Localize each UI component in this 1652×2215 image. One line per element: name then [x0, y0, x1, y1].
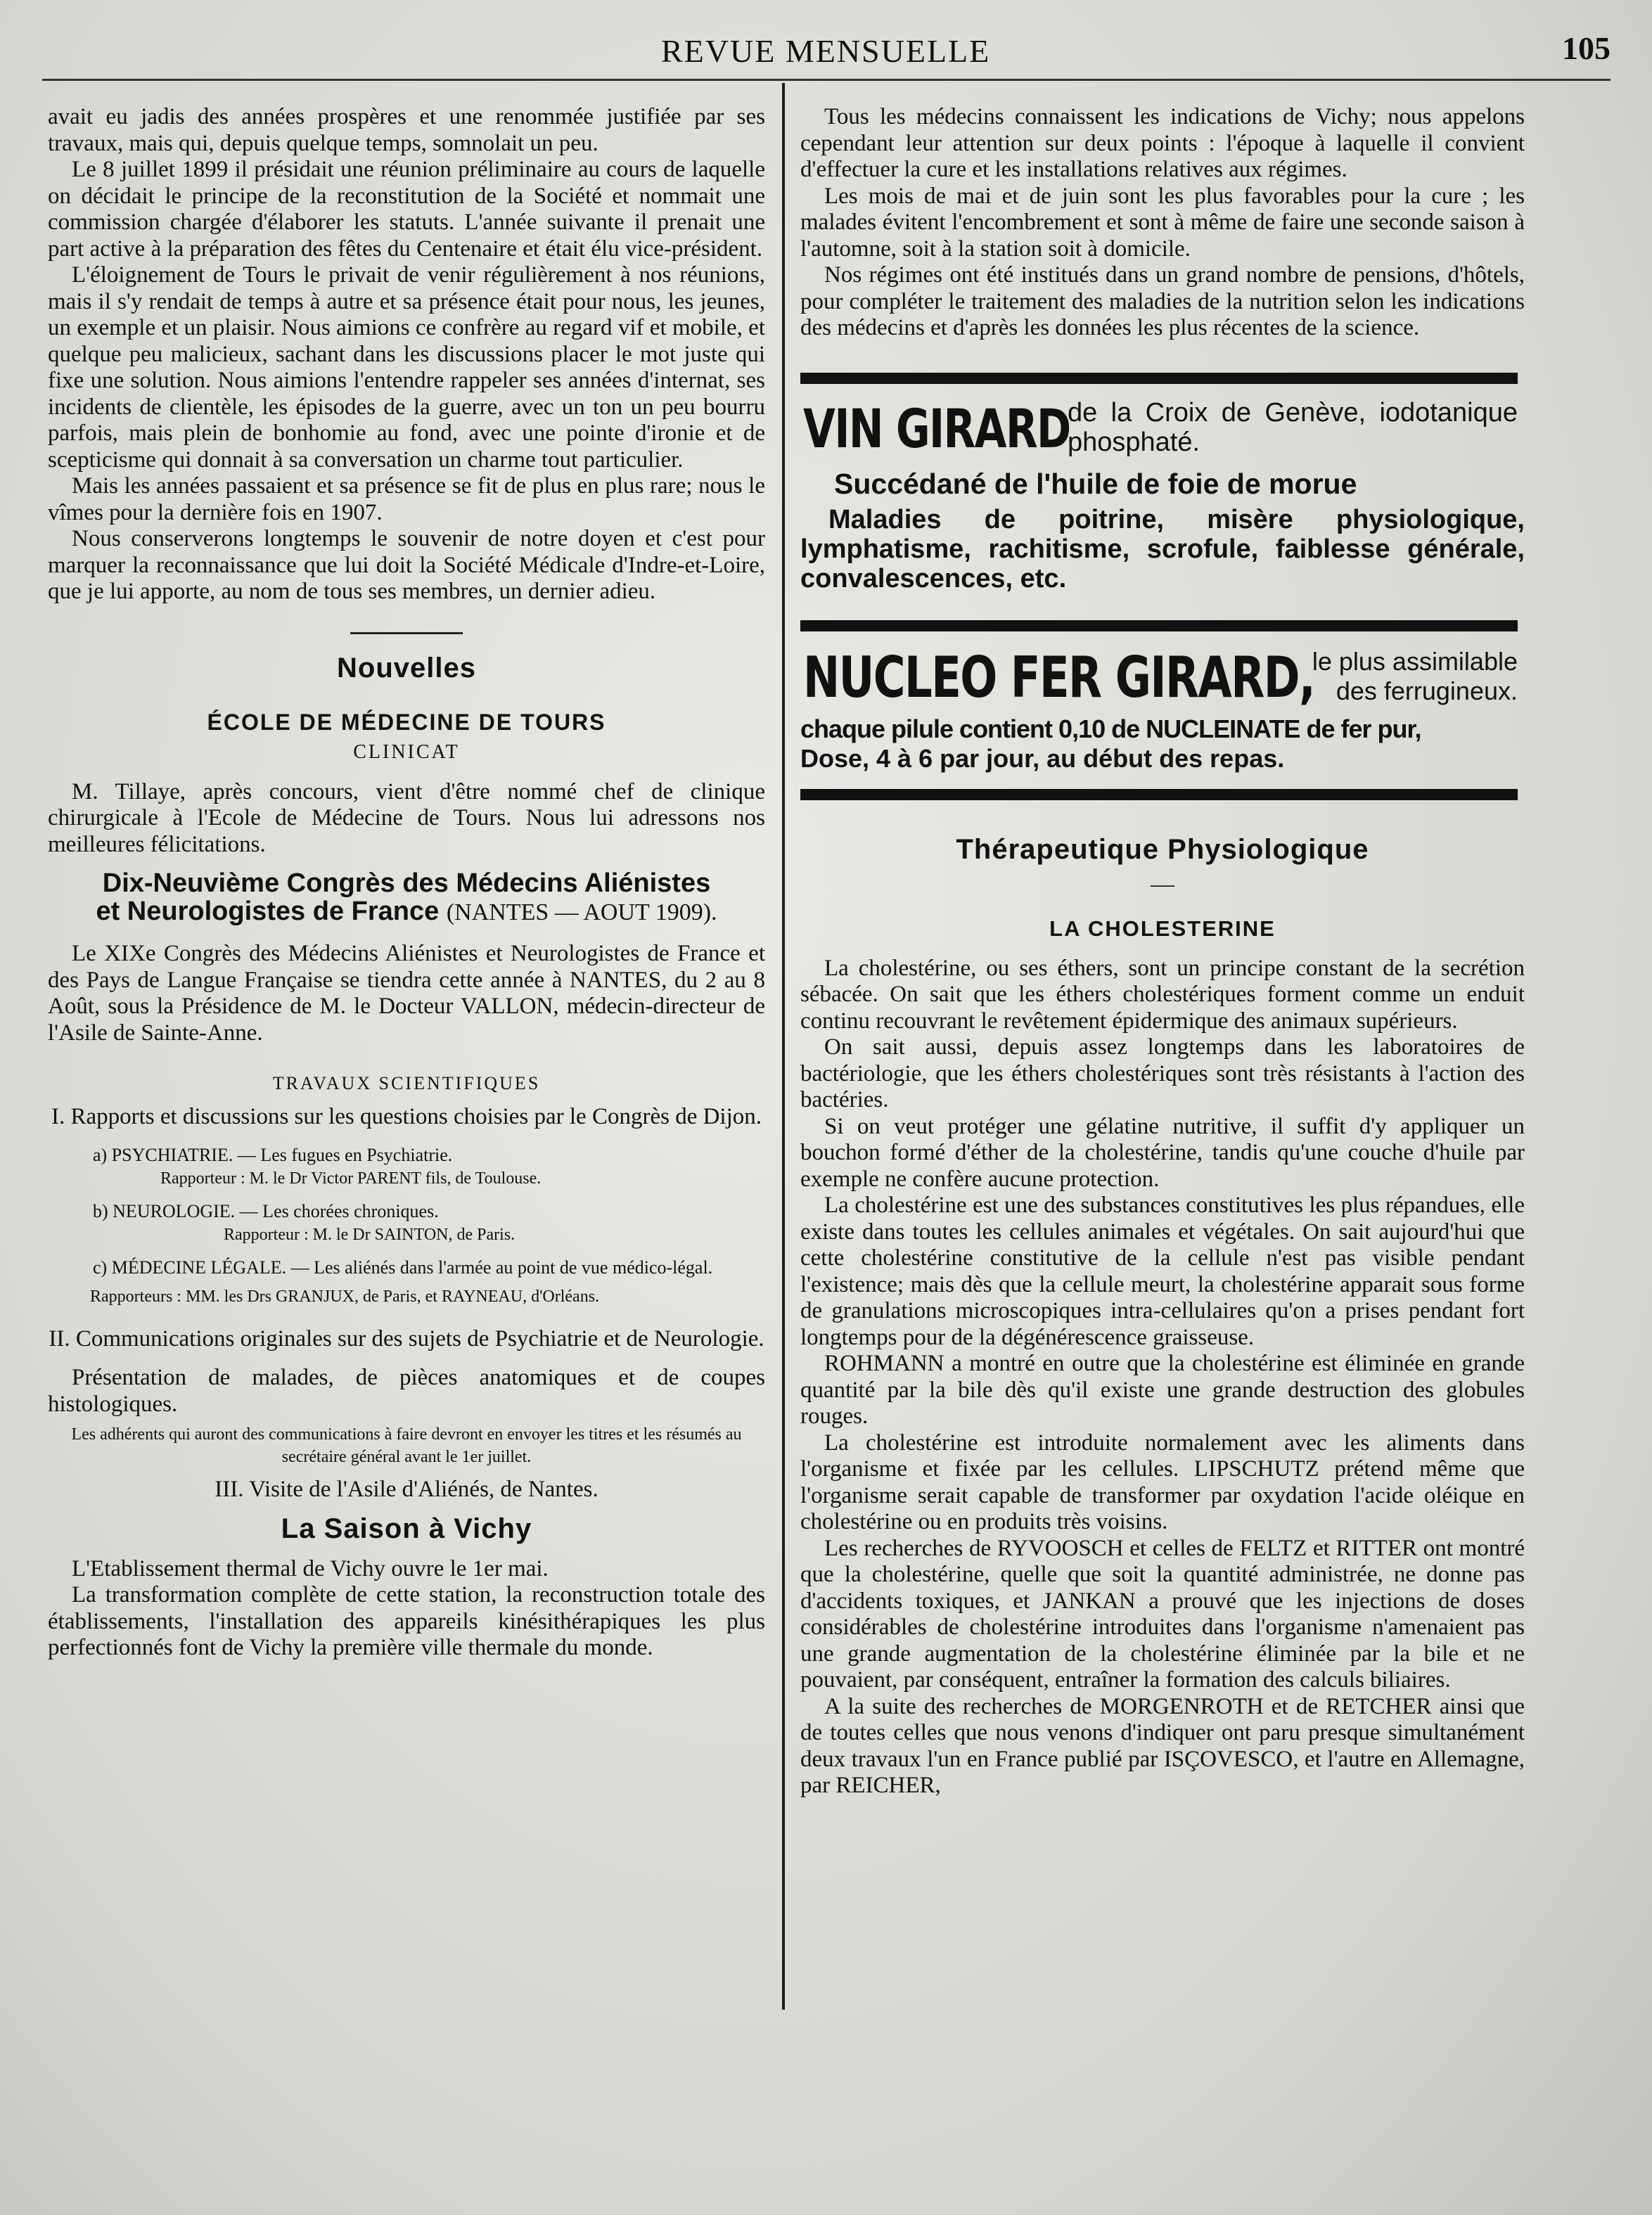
program-item: I. Rapports et discussions sur les questions choisies par le Congrès de Dijon. — [51, 1104, 762, 1129]
program-paragraph: Présentation de malades, de pièces anatomiques et de coupes histologiques. — [48, 1365, 765, 1417]
cholesterine-paragraph: La cholestérine, ou ses éthers, sont un principe constant de la secrétion sébacée. On sait que les éthers cholestériques forment comme un enduit continu recouvrant le revêtement épidermique des animaux supérieurs. — [800, 955, 1525, 1034]
column-divider — [782, 83, 785, 2010]
heading-dash: — — [1151, 871, 1174, 897]
header-rule — [42, 79, 1611, 81]
vichy-paragraph: L'Etablissement thermal de Vichy ouvre le 1er mai. — [72, 1555, 549, 1581]
nucleo-fer-brand: NUCLEO FER GIRARD, — [803, 644, 1315, 710]
program-subitem: c) MÉDECINE LÉGALE. — Les aliénés dans l'armée au point de vue médico-légal. — [93, 1257, 713, 1278]
obituary-paragraph: Nous conserverons longtemps le souvenir de notre doyen et c'est pour marquer la reconnaissance que lui doit la Société Médicale d'Indre-et-Loire, que je lui apporte, au nom de tous ses membres, un dernier adieu. — [48, 526, 765, 604]
nucleo-fer-tagline: le plus assimilable des ferrugineux. — [1312, 646, 1518, 705]
cholesterine-paragraph: Si on veut protéger une gélatine nutritive, il suffit d'y appliquer un bouchon formé d'éther de la cholestérine, tandis qu'une couche d'huile par exemple ne confère aucune protection. — [800, 1113, 1525, 1192]
clinicat-paragraph: M. Tillaye, après concours, vient d'être nommé chef de clinique chirurgicale à l'Ecole de Médecine de Tours. Nous lui adressons nos meilleures félicitations. — [48, 778, 765, 857]
program-subitem: b) NEUROLOGIE. — Les chorées chroniques. — [93, 1200, 439, 1221]
congress-heading-line-2: et Neurologistes de France — [96, 897, 440, 926]
congress-heading — [48, 869, 765, 927]
obituary-paragraph: L'éloignement de Tours le privait de venir régulièrement à nos réunions, mais il s'y rendait de temps à autre et sa présence était pour nous, les jeunes, un exemple et un plaisir. Nous aimions ce confrère au regard vif et mobile, et quelque peu malicieux, sachant dans les discussions placer le mot juste qui fixe une solution. Nous aimions l'entendre rappeler ses années d'internat, ses incidents de clientèle, les épisodes de la guerre, avec un ton un peu bourru parfois, mais plein de bonhomie au fond, avec une pointe d'ironie et de scepticisme qui donnait à sa conversation un charme tout particulier. — [48, 262, 765, 473]
nucleo-fer-ad-header — [800, 644, 1525, 714]
vichy-heading: La Saison à Vichy — [281, 1513, 532, 1544]
rapporteur-line: Rapporteur : M. le Dr SAINTON, de Paris. — [224, 1225, 516, 1244]
vin-girard-brand: VIN GIRARD — [803, 397, 1070, 460]
cholesterine-paragraph: A la suite des recherches de MORGENROTH et de RETCHER ainsi que de toutes celles que nous venons d'indiquer ont paru presque simultanément deux travaux l'un en France publié par ISÇOVESCO, et l'autre en Allemagne, par REICHER, — [800, 1693, 1525, 1798]
left-column — [48, 104, 765, 1662]
vin-girard-tagline: de la Croix de Genève, iodotanique phosphaté. — [1068, 397, 1518, 457]
page-number: 105 — [1562, 30, 1611, 66]
congress-heading-line: Dix-Neuvième Congrès des Médecins Aliénistes — [102, 868, 711, 898]
travaux-heading: TRAVAUX SCIENTIFIQUES — [272, 1073, 541, 1093]
nouvelles-heading: Nouvelles — [337, 652, 476, 683]
rapporteur-line: Rapporteurs : MM. les Drs GRANJUX, de Paris, et RAYNEAU, d'Orléans. — [90, 1287, 600, 1306]
clinicat-subheading: CLINICAT — [353, 740, 460, 763]
cholesterine-heading: LA CHOLESTERINE — [1049, 916, 1276, 941]
ad-rule — [800, 373, 1518, 384]
vichy-paragraph: La transformation complète de cette station, la reconstruction totale des établissements, l'installation des appareils kinésithérapiques les plus perfectionnés font de Vichy la première ville thermale du monde. — [48, 1582, 765, 1660]
congress-heading-line — [48, 897, 765, 927]
nucleo-fer-line: Dose, 4 à 6 par jour, au début des repas. — [800, 743, 1285, 773]
nucleo-fer-line: chaque pilule contient 0,10 de NUCLEINATE de fer pur, — [800, 714, 1421, 743]
vichy-paragraph: Nos régimes ont été institués dans un grand nombre de pensions, d'hôtels, pour compléter le traitement des maladies de la nutrition selon les indications des médecins et d'après les données les plus récentes de la science. — [800, 262, 1525, 340]
congress-paragraph: Le XIXe Congrès des Médecins Aliénistes et Neurologistes de France et des Pays de Langue Française se tiendra cette année à NANTES, du 2 au 8 Août, sous la Présidence de M. le Docteur VALLON, médecin-directeur de l'Asile de Sainte-Anne. — [48, 941, 765, 1046]
obituary-paragraph: Le 8 juillet 1899 il présidait une réunion préliminaire au cours de laquelle on décidait le principe de la reconstitution de la Société et nommait une commission chargée d'élaborer les statuts. L'année suivante il prenait une part active à la préparation des fêtes du Centenaire et était élu vice-président. — [48, 157, 765, 262]
program-item: II. Communications originales sur des sujets de Psychiatrie et de Neurologie. — [49, 1325, 764, 1352]
rapporteur-line: Rapporteur : M. le Dr Victor PARENT fils, de Toulouse. — [160, 1169, 542, 1188]
section-divider — [350, 632, 463, 634]
vin-girard-subtitle: Succédané de l'huile de foie de morue — [834, 467, 1357, 500]
ad-rule — [800, 620, 1518, 631]
vin-girard-ad-header — [800, 395, 1525, 463]
obituary-paragraph: avait eu jadis des années prospères et une renommée justifiée par ses travaux, mais qui, depuis quelque temps, somnolait un peu. — [48, 104, 765, 156]
obituary-paragraph: Mais les années passaient et sa présence se fit de plus en plus rare; nous le vîmes pour la dernière fois en 1907. — [48, 473, 765, 525]
cholesterine-paragraph: ROHMANN a montré en outre que la cholestérine est éliminée en grande quantité par la bile dès qu'il existe une grande destruction des globules rouges. — [800, 1351, 1525, 1429]
right-column — [800, 104, 1525, 1799]
cholesterine-paragraph: La cholestérine est introduite normalement avec les aliments dans l'organisme et fixée par les cellules. LIPSCHUTZ prétend même que l'organisme serait capable de transformer par oxydation l'acide oléique en cholestérine ou en produits très voisins. — [800, 1430, 1525, 1534]
running-title: REVUE MENSUELLE — [661, 33, 991, 69]
cholesterine-paragraph: Les recherches de RYVOOSCH et celles de FELTZ et RITTER ont montré que la cholestérine, quelle que soit la quantité administrée, ne donne pas d'accidents toxiques, et JANKAN a prouvé que les injections de doses considérables de cholestérine introduites dans l'organisme n'amenaient pas une grande augmentation de la cholestérine éliminée par la bile et ne pouvaient, par conséquent, entraîner la formation des calculs biliaires. — [800, 1535, 1525, 1693]
ad-rule — [800, 789, 1518, 800]
congress-place: (NANTES — AOUT 1909). — [446, 899, 717, 925]
page-header — [42, 28, 1611, 77]
program-item: III. Visite de l'Asile d'Aliénés, de Nantes. — [214, 1477, 598, 1502]
therapeutique-heading: Thérapeutique Physiologique — [956, 833, 1369, 865]
program-subitem: a) PSYCHIATRIE. — Les fugues en Psychiatrie. — [93, 1144, 453, 1165]
vichy-paragraph: Tous les médecins connaissent les indications de Vichy; nous appelons cependant leur attention sur deux points : l'époque à laquelle il convient d'effectuer la cure et les installations relatives aux régimes. — [800, 104, 1525, 182]
vin-girard-body: Maladies de poitrine, misère physiologique, lymphatisme, rachitisme, scrofule, faiblesse générale, convalescences, etc. — [800, 504, 1525, 593]
cholesterine-paragraph: On sait aussi, depuis assez longtemps dans les laboratoires de bactériologie, que les éthers cholestériques sont très résistants à l'action des bactéries. — [800, 1034, 1525, 1112]
ecole-heading: ÉCOLE DE MÉDECINE DE TOURS — [207, 709, 606, 735]
cholesterine-paragraph: La cholestérine est une des substances constitutives les plus répandues, elle existe dans toutes les cellules animales et végétales. On sait aujourd'hui que cette cholestérine constitutive de la cellule n'est pas visible pendant l'existence; mais dès que la cellule meurt, la cholestérine apparait sous forme de granulations microscopiques intra-cellulaires qu'on a prises pendant fort longtemps pour de la dégénérescence graisseuse. — [800, 1193, 1525, 1350]
vichy-paragraph: Les mois de mai et de juin sont les plus favorables pour la cure ; les malades évitent l'encombrement et sont à même de faire une seconde saison à l'automne, soit à la station soit à domicile. — [800, 183, 1525, 262]
adherents-note: Les adhérents qui auront des communications à faire devront en envoyer les titres et les résumés au secrétaire général avant le 1er juillet. — [71, 1425, 742, 1466]
